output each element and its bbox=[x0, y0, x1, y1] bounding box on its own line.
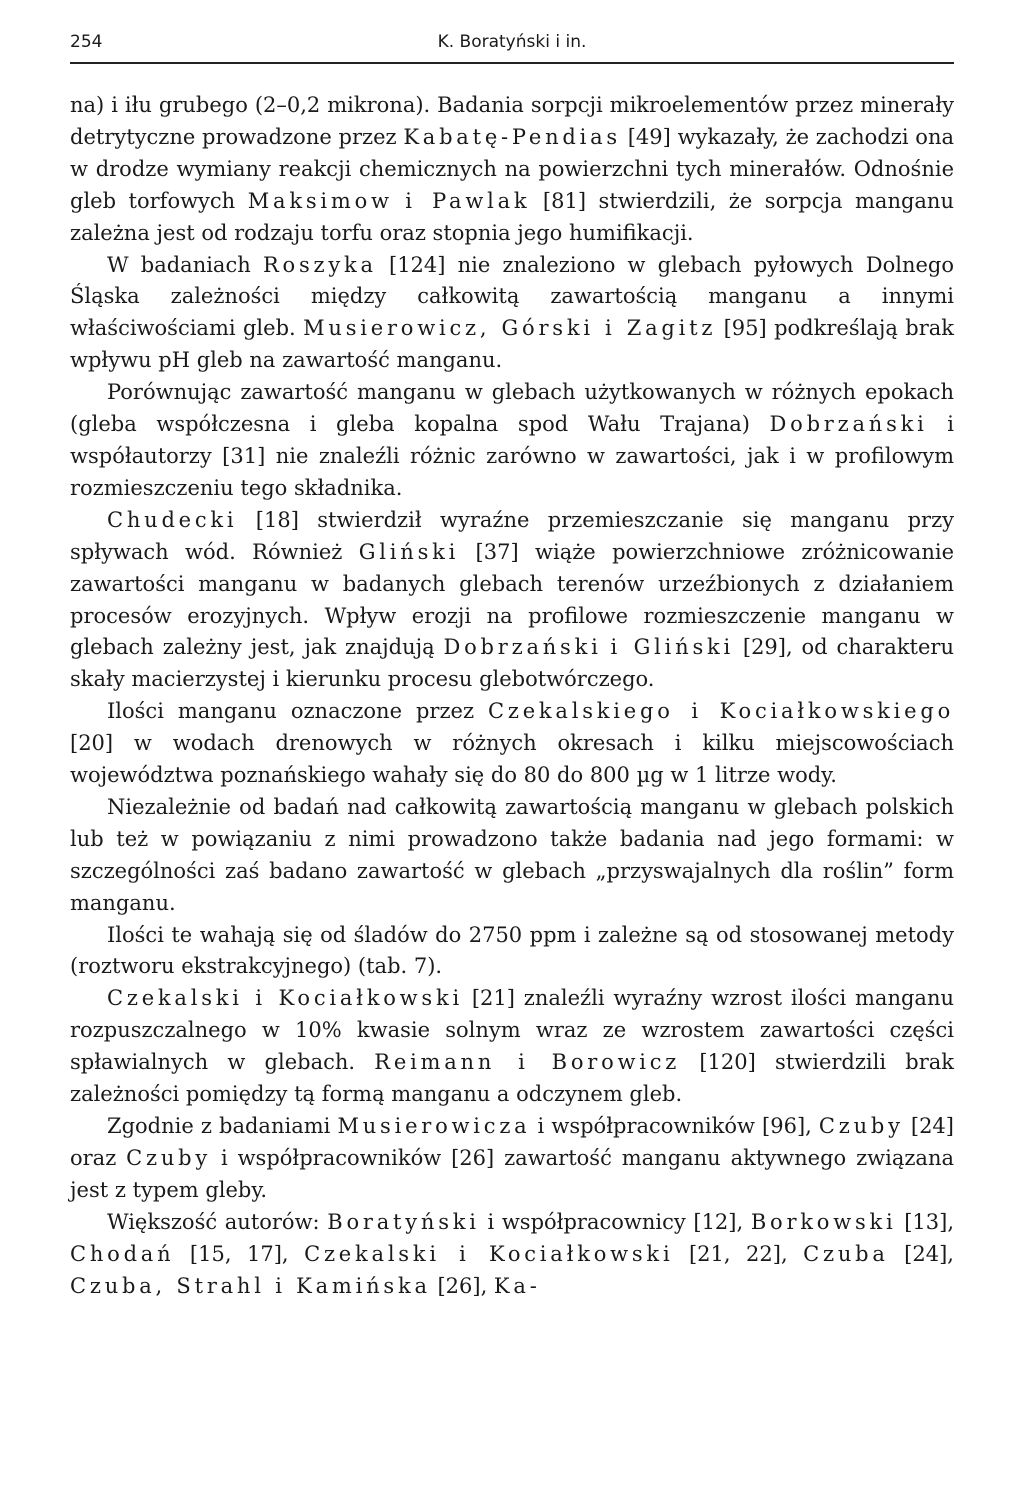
text-run: Ilości manganu oznaczone przez bbox=[107, 699, 489, 724]
author-name: Czuba bbox=[803, 1241, 889, 1266]
paragraph bbox=[70, 250, 954, 378]
text-run: [29], od charakteru skały macierzystej i kierunku procesu glebotwórczego. bbox=[70, 635, 954, 692]
text-run: i współpracowników [26] zawartość manganu aktywnego związana jest z typem gleby. bbox=[70, 1145, 954, 1202]
running-title: K. Boratyński i in. bbox=[437, 32, 587, 52]
text-run: [24], bbox=[888, 1241, 954, 1266]
text-run: na) i iłu grubego (2–0,2 mikrona). Badania sorpcji mikroelementów przez minerały detrytyczne prowadzone przez bbox=[70, 93, 954, 149]
text-run: [95] podkreślają brak wpływu pH gleb na zawartość manganu. bbox=[70, 316, 954, 373]
text-run: [13], bbox=[896, 1209, 954, 1234]
text-run: [120] stwierdzili brak zależności pomiędzy tą formą manganu a odczynem gleb. bbox=[70, 1050, 954, 1107]
author-name: Roszyka bbox=[262, 252, 377, 277]
book-page bbox=[70, 22, 954, 1302]
paragraph bbox=[70, 1111, 954, 1207]
author-name: Maksimow bbox=[247, 188, 393, 213]
author-name: Boratyński bbox=[327, 1209, 480, 1234]
text-run: [15, 17], bbox=[174, 1241, 305, 1266]
author-name: Kabatę-Pendias bbox=[403, 124, 621, 149]
paragraph bbox=[70, 1207, 954, 1303]
paragraph bbox=[70, 696, 954, 792]
author-name: Musierowicz, Górski i Zagitz bbox=[303, 316, 717, 341]
text-run: [20] w wodach drenowych w różnych okresach i kilku miejscowościach województwa poznańskiego wahały się do 80 do 800 µg w 1 litrze wody. bbox=[70, 731, 954, 788]
text-run: [124] nie znaleziono w glebach pyłowych Dolnego Śląska zależności między całkowitą zawartością manganu a innymi właściwościami gleb. bbox=[70, 252, 954, 341]
text-run: Większość autorów: bbox=[107, 1209, 328, 1234]
paragraph bbox=[70, 90, 954, 250]
text-run: Ilości te wahają się od śladów do 2750 ppm i zależne są od stosowanej metody (roztworu ekstrakcyjnego) (tab. 7). bbox=[70, 922, 954, 979]
text-run: [26], bbox=[430, 1273, 494, 1298]
paragraph bbox=[70, 920, 954, 984]
text-run: i współautorzy [31] nie znaleźli różnic zarówno w zawartości, jak i w profilowym rozmieszczeniu tego składnika. bbox=[70, 412, 954, 500]
paragraph bbox=[70, 377, 954, 505]
author-name: Borkowski bbox=[750, 1209, 897, 1234]
paragraph bbox=[70, 505, 954, 696]
author-name: Dobrzański bbox=[443, 635, 602, 660]
text-run: [81] stwierdzili, że sorpcja manganu zależna jest od rodzaju torfu oraz stopnia jego humifikacji. bbox=[70, 188, 954, 245]
author-name: Dobrzański bbox=[769, 412, 928, 437]
text-run bbox=[393, 189, 406, 213]
paragraph bbox=[70, 792, 954, 920]
author-name: Czuba, Strahl i Kamińska bbox=[70, 1273, 431, 1298]
text-run: Zgodnie z badaniami bbox=[107, 1114, 338, 1138]
text-run: i współpracownicy [12], bbox=[479, 1209, 751, 1234]
text-run: i współpracowników [96], bbox=[530, 1114, 819, 1138]
author-name: Czekalski i Kociałkowski bbox=[304, 1241, 674, 1266]
text-run: [24] oraz bbox=[70, 1114, 954, 1170]
text-run: [21] znaleźli wyraźny wzrost ilości manganu rozpuszczalnego w 10% kwasie solnym wraz ze wzrostem zawartości części spławialnych w glebach. bbox=[70, 986, 954, 1075]
author-name: Chodań bbox=[70, 1241, 175, 1266]
text-run: [37] wiąże powierzchniowe zróżnicowanie zawartości manganu w badanych glebach terenów urzeźbionych z działaniem procesów erozyjnych. Wpływ erozji na profilowe rozmieszczenie manganu w glebach zależny jest, jak znajdują bbox=[70, 539, 954, 660]
author-name: Czuby bbox=[126, 1145, 212, 1170]
paragraph bbox=[70, 983, 954, 1111]
text-run: [18] stwierdził wyraźne przemieszczanie się manganu przy spływach wód. Również bbox=[70, 507, 954, 564]
author-name: Chudecki bbox=[107, 507, 238, 532]
author-name: i Gliński bbox=[610, 635, 735, 660]
author-name: i Pawlak bbox=[405, 188, 531, 213]
author-name: Czuby bbox=[818, 1114, 904, 1138]
author-name: Ka- bbox=[493, 1273, 541, 1298]
body-text bbox=[70, 90, 954, 1302]
author-name: Musierowicza bbox=[337, 1114, 531, 1138]
author-name: Czekalskiego i Kociałkowskiego bbox=[488, 699, 954, 724]
page-number: 254 bbox=[70, 32, 103, 52]
text-run: W badaniach bbox=[107, 252, 263, 277]
text-run: [21, 22], bbox=[673, 1241, 804, 1266]
text-run: Niezależnie od badań nad całkowitą zawartością manganu w glebach polskich lub też w powiązaniu z nimi prowadzono także badania nad jego formami: w szczególności zaś badano zawartość w glebach „przyswajalnych dla roślin” form manganu. bbox=[70, 794, 954, 915]
author-name: Reimann i Borowicz bbox=[374, 1050, 681, 1075]
text-run: [49] wykazały, że zachodzi ona w drodze wymiany reakcji chemicznych na powierzchni tych minerałów. Odnośnie gleb torfowych bbox=[70, 124, 954, 213]
author-name: Czekalski i Kociałkowski bbox=[107, 986, 463, 1011]
text-run: Porównując zawartość manganu w glebach użytkowanych w różnych epokach (gleba współczesna i gleba kopalna spod Wału Trajana) bbox=[70, 380, 954, 437]
author-name: Gliński bbox=[358, 539, 460, 564]
running-head bbox=[70, 22, 954, 64]
